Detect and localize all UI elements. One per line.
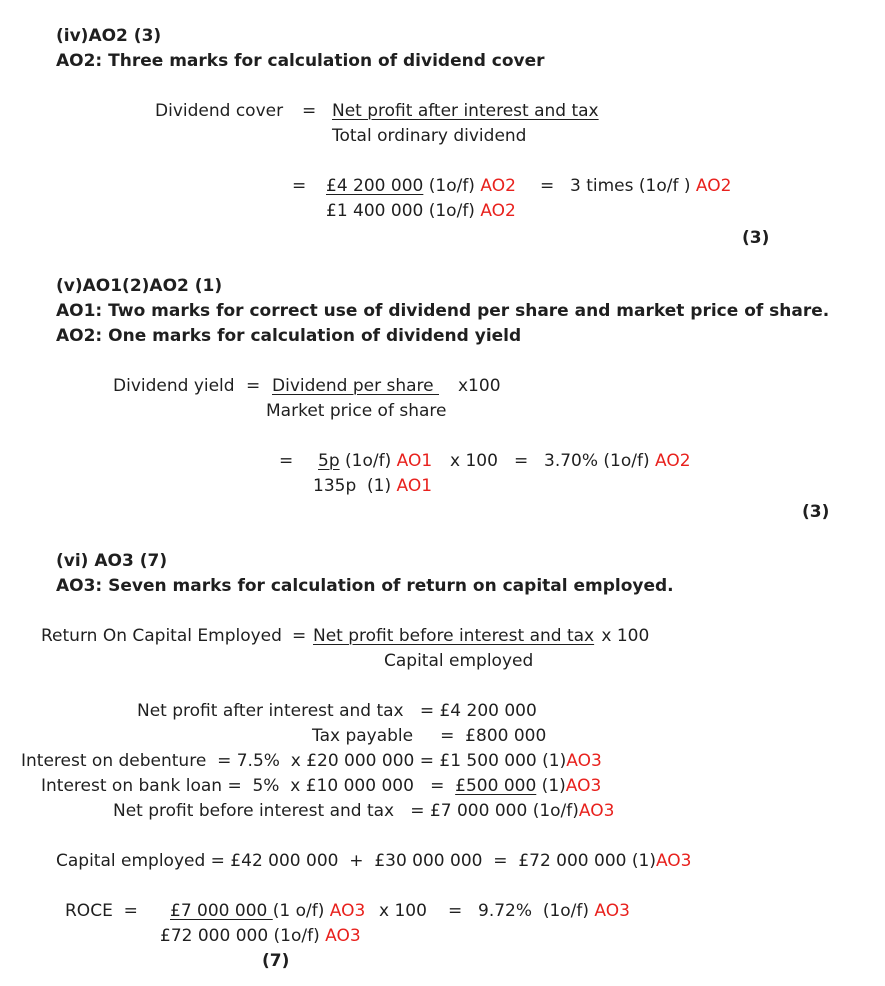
roce-calc-denominator [160, 925, 361, 947]
mark-note: (1) [536, 776, 566, 796]
line-text: Capital employed = £42 000 000 + £30 000 000 = £72 000 000 (1) [56, 851, 656, 871]
equals-sign: = [302, 101, 317, 121]
ao-tag: AO2 [655, 451, 691, 471]
mark-note: (1 o/f) [272, 901, 330, 921]
ao-tag: AO3 [566, 751, 602, 771]
numerator-value: £7 000 000 [170, 901, 273, 921]
dividend-cover-numerator: Net profit after interest and tax [332, 101, 599, 121]
line-value: £500 000 [455, 776, 537, 796]
ao-tag: AO3 [325, 926, 361, 946]
result-value: 9.72% (1o/f) [478, 901, 595, 921]
section-vi-subheading: AO3: Seven marks for calculation of return on capital employed. [56, 576, 674, 596]
mark-note: (1o/f) [423, 176, 481, 196]
roce-calc-numerator [170, 900, 365, 922]
numerator-value: 5p [318, 451, 340, 471]
capital-employed-line [56, 850, 692, 872]
equals-sign: = [292, 176, 307, 196]
result-value: 3.70% (1o/f) [544, 451, 656, 471]
dividend-yield-label: Dividend yield [113, 376, 235, 396]
result-value: 3 times (1o/f ) [570, 176, 696, 196]
debenture-interest-line [21, 750, 602, 772]
net-profit-before-line [113, 800, 614, 822]
equals-sign: = [540, 176, 555, 196]
ao-tag: AO3 [594, 901, 630, 921]
roce-result [478, 900, 630, 922]
dividend-cover-denominator: Total ordinary dividend [332, 126, 527, 146]
ao-tag: AO3 [655, 851, 692, 871]
dividend-yield-calc-numerator [318, 450, 432, 472]
section-v-heading: (v)AO1(2)AO2 (1) [56, 276, 223, 296]
tax-payable-line: Tax payable = £800 000 [312, 726, 547, 746]
dividend-yield-denominator: Market price of share [266, 401, 447, 421]
line-text: Interest on debenture = 7.5% x £20 000 000 = £1 500 000 (1) [21, 751, 567, 771]
dividend-cover-result [570, 175, 731, 197]
equals-sign: = [279, 451, 294, 471]
roce-label: Return On Capital Employed [41, 626, 282, 646]
net-profit-after-line: Net profit after interest and tax = £4 200 000 [137, 701, 537, 721]
ao-tag: AO3 [565, 776, 602, 796]
ao-tag: AO3 [578, 801, 615, 821]
dividend-cover-label: Dividend cover [155, 101, 284, 121]
line-text: Interest on bank loan = 5% x £10 000 000 = [41, 776, 456, 796]
dividend-yield-result [544, 450, 691, 472]
roce-numerator: Net profit before interest and tax [313, 626, 595, 646]
bank-loan-interest-line [41, 775, 601, 797]
ao-tag: AO2 [480, 201, 516, 221]
section-v-marks: (3) [802, 502, 830, 522]
roce-denominator: Capital employed [384, 651, 534, 671]
section-vi-marks: (7) [262, 951, 290, 971]
equals-sign: = [246, 376, 261, 396]
section-v-subheading-ao2: AO2: One marks for calculation of dividend yield [56, 326, 522, 346]
ao-tag: AO3 [329, 901, 366, 921]
times-100: x 100 [450, 451, 498, 471]
times-100: x 100 [379, 901, 427, 921]
denominator-value: £1 400 000 (1o/f) [326, 201, 481, 221]
section-iv-subheading: AO2: Three marks for calculation of dividend cover [56, 51, 545, 71]
dividend-yield-numerator: Dividend per share [272, 376, 439, 396]
section-v-subheading-ao1: AO1: Two marks for correct use of dividend per share and market price of share. [56, 301, 830, 321]
times-100: x100 [458, 376, 501, 396]
dividend-yield-calc-denominator [313, 475, 432, 497]
dividend-cover-calc-numerator [326, 175, 516, 197]
dividend-cover-calc-denominator [326, 200, 516, 222]
denominator-value: 135p (1) [313, 476, 397, 496]
denominator-value: £72 000 000 (1o/f) [160, 926, 326, 946]
equals-sign: = [514, 451, 529, 471]
times-100: x 100 [596, 626, 650, 646]
equals-sign: = [448, 901, 463, 921]
roce-calc-label: ROCE = [65, 901, 138, 921]
section-iv-marks: (3) [742, 228, 770, 248]
equals-sign: = [292, 626, 307, 646]
section-vi-heading: (vi) AO3 (7) [56, 551, 168, 571]
section-iv-heading: (iv)AO2 (3) [56, 26, 162, 46]
line-text: Net profit before interest and tax = £7 000 000 (1o/f) [113, 801, 579, 821]
ao-tag: AO1 [396, 451, 433, 471]
mark-note: (1o/f) [339, 451, 397, 471]
ao-tag: AO1 [396, 476, 433, 496]
ao-tag: AO2 [695, 176, 732, 196]
ao-tag: AO2 [480, 176, 516, 196]
numerator-value: £4 200 000 [326, 176, 424, 196]
